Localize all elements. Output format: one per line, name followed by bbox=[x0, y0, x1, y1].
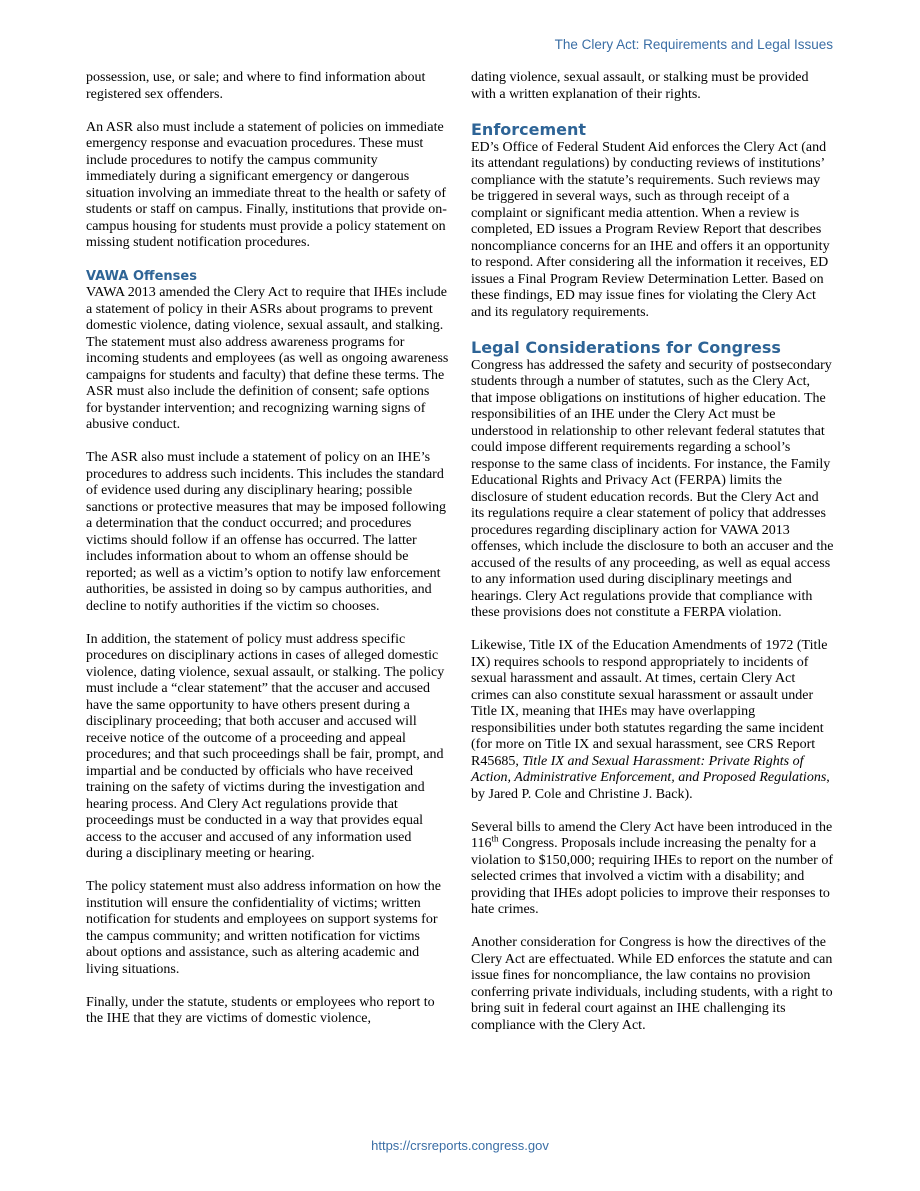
running-header: The Clery Act: Requirements and Legal Issues bbox=[554, 37, 833, 52]
enforcement-heading: Enforcement bbox=[471, 119, 587, 139]
right-paragraph-5 bbox=[471, 820, 834, 919]
left-paragraph-7: Finally, under the statute, students or employees who report to the IHE that they are victims of domestic violence, bbox=[86, 994, 435, 1026]
report-title: Title IX and Sexual Harassment: Private Rights of Action, Administrative Enforcement, and Proposed Regulations bbox=[471, 753, 827, 785]
right-paragraph-6: Another consideration for Congress is how the directives of the Clery Act are effectuated. While ED enforces the statute and can issue fines for noncompliance, the law contains no provision conferring private individuals, including students, with a right to bring suit in federal court against an IHE challenging its compliance with the Clery Act. bbox=[471, 935, 833, 1033]
left-paragraph-5: In addition, the statement of policy must address specific procedures on disciplinary actions in cases of alleged domestic violence, dating violence, sexual assault, or stalking. The policy must include a “clear statement” that the accuser and accused have the same opportunity to have others present during a disciplinary proceeding; that both accuser and accused will receive notice of the outcome of a proceeding and appeal procedures; and that such proceedings shall be fair, prompt, and impartial and be conducted by officials who have received training on the safety of victims during the investigation and hearing process. And Clery Act regulations provide that proceedings must be conducted in a way that provides equal access to the accuser and accused of any information used during a disciplinary meeting or hearing. bbox=[86, 631, 445, 861]
ordinal-suffix: th bbox=[491, 833, 499, 844]
right-paragraph-4 bbox=[471, 638, 834, 803]
right-paragraph-2: ED’s Office of Federal Student Aid enforces the Clery Act (and its attendant regulations) by conducting reviews of institutions’ compliance with the statute’s requirements. Such reviews may be triggered in several ways, such as through receipt of a complaint or significant media attention. When a review is completed, ED issues a Program Review Report that describes noncompliance concerns for an IHE and offers it an opportunity to respond. After considering all the information it receives, ED issues a Final Program Review Determination Letter. Based on these findings, ED may issue fines for violating the Clery Act and its regulatory requirements. bbox=[471, 139, 830, 320]
right-paragraph-5-text: Several bills to amend the Clery Act have been introduced in the 116 bbox=[471, 819, 833, 851]
legal-considerations-heading: Legal Considerations for Congress bbox=[471, 337, 781, 357]
footer-url[interactable]: https://crsreports.congress.gov bbox=[371, 1138, 549, 1153]
right-paragraph-4-text: Likewise, Title IX of the Education Amendments of 1972 (Title IX) requires schools to respond appropriately to incidents of sexual harassment and assault. At times, certain Clery Act crimes can also constitute sexual harassment or assault under Title IX, meaning that IHEs may have overlapping responsibilities under both statutes regarding the same incident (for more on Title IX and sexual harassment, see CRS Report R45685, bbox=[471, 638, 828, 769]
right-paragraph-4-end: , by Jared P. Cole and Christine J. Back). bbox=[471, 770, 830, 802]
vawa-offenses-heading: VAWA Offenses bbox=[86, 269, 197, 284]
left-paragraph-1: possession, use, or sale; and where to find information about registered sex offenders. bbox=[86, 70, 426, 102]
right-paragraph-1: dating violence, sexual assault, or stalking must be provided with a written explanation of their rights. bbox=[471, 70, 809, 102]
right-paragraph-5-end: Congress. Proposals include increasing the penalty for a violation to $150,000; requiring IHEs to report on the number of selected crimes that involved a victim with a disability; and providing that IHEs adopt policies to improve their responses to hate crimes. bbox=[471, 836, 833, 917]
left-paragraph-6: The policy statement must also address information on how the institution will ensure the confidentiality of victims; written notification for students and employees on support systems for the campus community; and written notification for victims about options and assistance, such as altering academic and living situations. bbox=[86, 879, 441, 977]
right-paragraph-3: Congress has addressed the safety and security of postsecondary students through a number of statutes, such as the Clery Act, that impose obligations on institutions of higher education. The responsibilities of an IHE under the Clery Act must be understood in relationship to other relevant federal statutes that could impose different requirements regarding a school’s response to the same class of incidents. For instance, the Family Educational Rights and Privacy Act (FERPA) limits the disclosure of student education records. But the Clery Act and its regulations require a clear statement of policy that addresses procedures regarding disciplinary action for VAWA 2013 offenses, which include the disclosure to both an accuser and the accused of the results of any proceeding, as well as equal access to any information used during disciplinary meetings and hearings. Clery Act regulations provide that compliance with these provisions does not constitute a FERPA violation. bbox=[471, 357, 834, 620]
left-column bbox=[86, 70, 449, 1044]
right-column bbox=[471, 70, 834, 1051]
left-paragraph-2: An ASR also must include a statement of policies on immediate emergency response and evacuation procedures. These must include procedures to notify the campus community immediately during a significant emergency or dangerous situation involving an immediate threat to the health or safety of students or staff on campus. Finally, institutions that provide on-campus housing for students must provide a policy statement on missing student notification procedures. bbox=[86, 119, 447, 250]
left-paragraph-4: The ASR also must include a statement of policy on an IHE’s procedures to address such incidents. This includes the standard of evidence used during any disciplinary hearing; possible sanctions or protective measures that may be imposed following a determination that the conduct occurred; and procedures victims should follow if an offense has occurred. The latter includes information about to whom an offense should be reported; as well as a victim’s option to notify law enforcement authorities, be assisted in doing so by campus authorities, and decline to notify authorities if the victim so chooses. bbox=[86, 450, 447, 614]
left-paragraph-3: VAWA 2013 amended the Clery Act to require that IHEs include a statement of policy in their ASRs about programs to prevent domestic violence, dating violence, sexual assault, and stalking. The statement must also address awareness programs for incoming students and employees (as well as ongoing awareness campaigns for students and faculty) that define these terms. The ASR must also include the definition of consent; safe options for bystander intervention; and recognizing warning signs of abusive conduct. bbox=[86, 285, 449, 432]
